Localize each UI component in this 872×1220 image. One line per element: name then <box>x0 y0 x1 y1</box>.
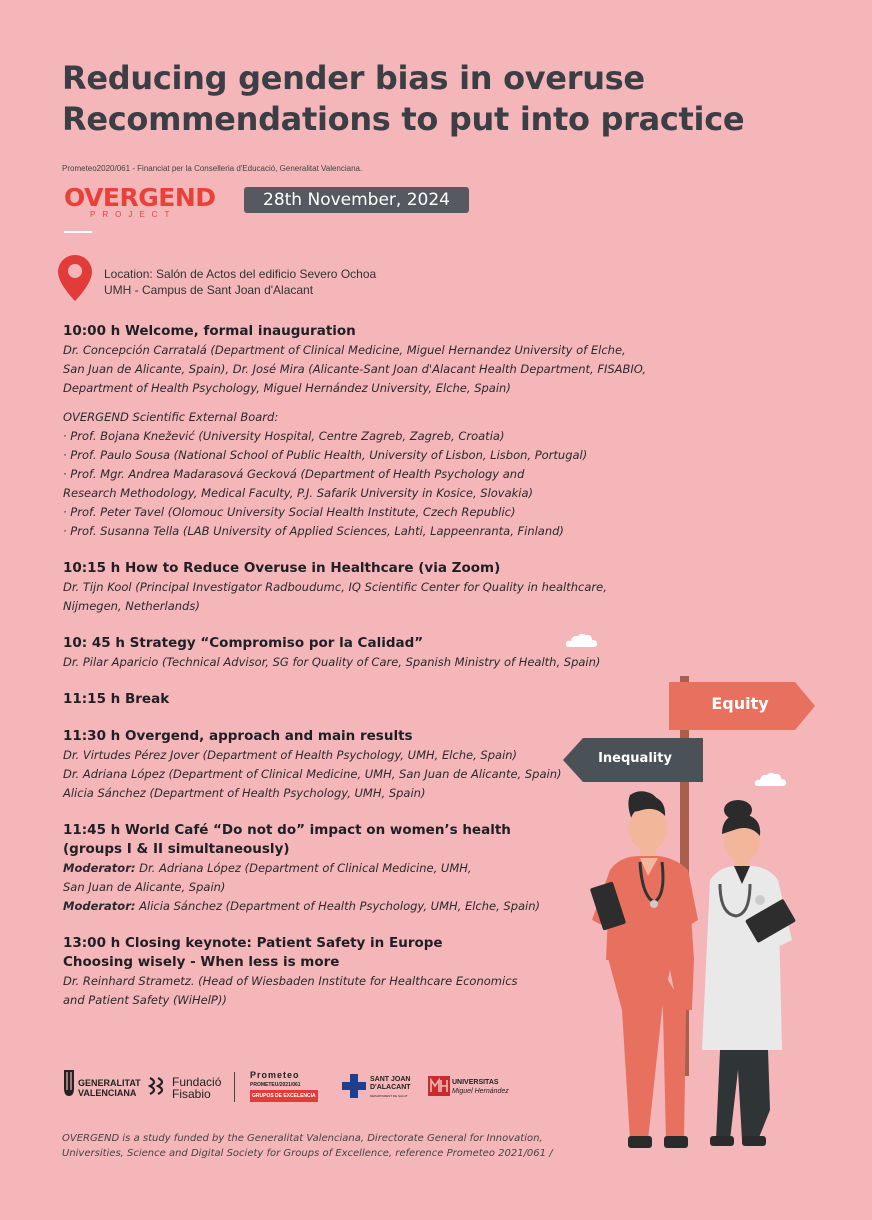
logo-word: OVERGEND <box>64 183 216 212</box>
fisabio-line-2: Fisabio <box>172 1087 211 1101</box>
session-heading: 10:00 h Welcome, formal inauguration <box>63 323 356 339</box>
session-text: Dr. Reinhard Strametz. (Head of Wiesbaden Institute for Healthcare Economics <box>63 974 518 988</box>
female-doctor <box>702 800 796 1146</box>
board-item: · Prof. Peter Tavel (Olomouc University Social Health Institute, Czech Republic) <box>63 505 516 519</box>
sant-joan-line-1: SANT JOAN <box>370 1076 411 1083</box>
prometeo-group: GRUPOS DE EXCELENCIA <box>250 1090 318 1102</box>
cloud-icon <box>565 632 599 648</box>
session-heading: 11:45 h World Café “Do not do” impact on women’s health <box>63 822 511 838</box>
session-heading: 11:15 h Break <box>63 691 170 707</box>
board-item: · Prof. Susanna Tella (LAB University of Applied Sciences, Lahti, Lappeenranta, Finland) <box>63 524 564 538</box>
prometeo-code: PROMETEU/2021/061 <box>250 1082 301 1088</box>
title-line-1: Reducing gender bias in overuse <box>62 59 645 97</box>
prometeo-logo <box>250 1070 318 1102</box>
session-text: Nijmegen, Netherlands) <box>63 599 200 613</box>
generalitat-line-1: GENERALITAT <box>78 1078 141 1088</box>
sant-joan-line-2: D'ALACANT <box>370 1084 411 1091</box>
board-item: · Prof. Mgr. Andrea Madarasová Gecková (Department of Health Psychology and <box>63 467 525 481</box>
session-text: Department of Health Psychology, Miguel Hernández University, Elche, Spain) <box>63 381 511 395</box>
footer-note-line-1: OVERGEND is a study funded by the Generalitat Valenciana, Directorate General for Innovation, <box>62 1133 543 1144</box>
session-heading: 10: 45 h Strategy “Compromiso por la Calidad” <box>63 635 424 651</box>
umh-icon <box>428 1076 450 1096</box>
location-pin-icon <box>58 255 92 301</box>
page-title <box>62 58 744 140</box>
session-heading: 13:00 h Closing keynote: Patient Safety in Europe <box>63 935 443 951</box>
session-heading: (groups I & II simultaneously) <box>63 841 290 857</box>
umh-logo <box>452 1078 509 1096</box>
sant-joan-line-3: DEPARTAMENT DE SALUT <box>370 1094 408 1098</box>
umh-line-2: Miguel Hernández <box>452 1088 509 1095</box>
sant-joan-cross-icon <box>342 1074 366 1098</box>
session-text: Alicia Sánchez (Department of Health Psychology, UMH, Spain) <box>63 786 426 800</box>
footer-note-line-2: Universities, Science and Digital Society for Groups of Excellence, reference Prometeo 2021/061 / <box>62 1148 553 1159</box>
board-item: Research Methodology, Medical Faculty, P.J. Safarik University in Kosice, Slovakia) <box>63 486 534 500</box>
session-text: San Juan de Alicante, Spain), Dr. José Mira (Alicante-Sant Joan d'Alacant Health Department, FISABIO, <box>63 362 647 376</box>
divider <box>234 1072 235 1102</box>
session-text: Dr. Tijn Kool (Principal Investigator Radboudumc, IQ Scientific Center for Quality in healthcare, <box>63 580 607 594</box>
session-text: Dr. Adriana López (Department of Clinical Medicine, UMH, San Juan de Alicante, Spain) <box>63 767 562 781</box>
doctors-illustration <box>570 670 840 1170</box>
board-item: · Prof. Bojana Knežević (University Hospital, Centre Zagreb, Zagreb, Croatia) <box>63 429 505 443</box>
location <box>104 266 376 298</box>
logo-sub: PROJECT <box>90 210 177 219</box>
session-text: and Patient Safety (WiHelP)) <box>63 993 227 1007</box>
divider <box>64 231 92 233</box>
prometeo-title: Prometeo <box>250 1070 300 1080</box>
board-title: OVERGEND Scientific External Board: <box>63 410 279 424</box>
location-line-1: Location: Salón de Actos del edificio Severo Ochoa <box>104 267 377 281</box>
session-text: Dr. Virtudes Pérez Jover (Department of Health Psychology, UMH, Elche, Spain) <box>63 748 518 762</box>
session-text: Dr. Pilar Aparicio (Technical Advisor, SG for Quality of Care, Spanish Ministry of Health, Spain) <box>63 655 601 669</box>
umh-line-1: UNIVERSITAS <box>452 1079 499 1086</box>
title-line-2: Recommendations to put into practice <box>62 100 745 138</box>
male-doctor <box>590 791 698 1148</box>
location-line-2: UMH - Campus de Sant Joan d'Alacant <box>104 283 314 297</box>
generalitat-logo <box>78 1078 141 1098</box>
moderator-text: Alicia Sánchez (Department of Health Psychology, UMH, Elche, Spain) <box>135 899 541 913</box>
session-text: Dr. Concepción Carratalá (Department of Clinical Medicine, Miguel Hernandez University of Elche, <box>63 343 626 357</box>
generalitat-line-2: VALENCIANA <box>78 1088 137 1098</box>
inequality-label: Inequality <box>598 751 672 766</box>
event-date: 28th November, 2024 <box>244 187 469 213</box>
sant-joan-logo <box>370 1076 411 1100</box>
fisabio-icon <box>148 1074 168 1098</box>
board-item: · Prof. Paulo Sousa (National School of Public Health, University of Lisbon, Lisbon, Portugal) <box>63 448 588 462</box>
session-heading: 11:30 h Overgend, approach and main results <box>63 728 413 744</box>
equity-label: Equity <box>711 694 769 713</box>
overgend-logo <box>64 183 224 225</box>
session-heading: Choosing wisely - When less is more <box>63 954 340 970</box>
footer-note <box>62 1131 553 1161</box>
session-heading: 10:15 h How to Reduce Overuse in Healthcare (via Zoom) <box>63 560 501 576</box>
fisabio-line-1: Fundació <box>172 1075 222 1089</box>
moderator-label: Moderator: <box>63 899 136 913</box>
moderator-label: Moderator: <box>63 861 136 875</box>
session-text: San Juan de Alicante, Spain) <box>63 880 226 894</box>
fisabio-logo <box>172 1076 221 1100</box>
moderator-text: Dr. Adriana López (Department of Clinical Medicine, UMH, <box>135 861 472 875</box>
sponsor-logos <box>62 1068 522 1108</box>
funding-note: Prometeo2020/061 - Financiat per la Conselleria d'Educació, Generalitat Valenciana. <box>62 164 363 173</box>
generalitat-crest-icon <box>62 1070 76 1096</box>
